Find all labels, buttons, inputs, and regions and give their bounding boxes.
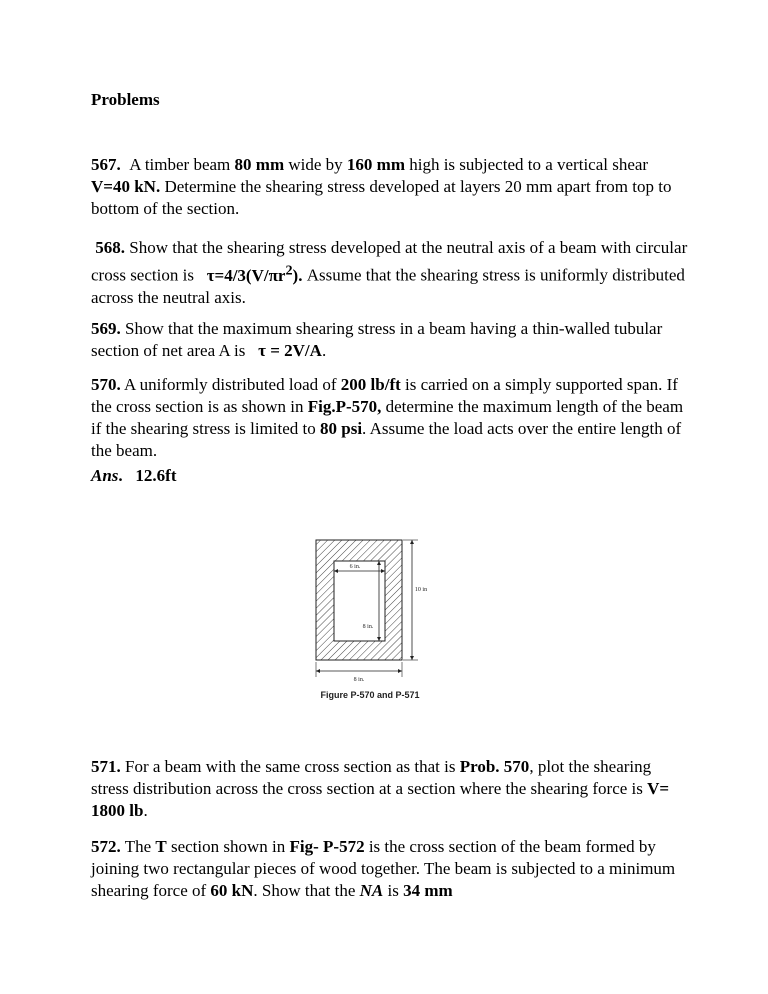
problem-570: 570. A uniformly distributed load of 200 lb/ft is carried on a simply supported span. If the cross section is as shown in Fig.P-570, determine the maximum length of the beam if the shearing stress is limited to 80 psi. Assume the load acts over the entire length of the beam.	[91, 375, 684, 460]
figure-caption: Figure P-570 and P-571	[320, 690, 420, 700]
problem-number: 569.	[91, 319, 121, 338]
problem-572: 572. The T section shown in Fig- P-572 is the cross section of the beam formed by joining two rectangular pieces of wood together. The beam is subjected to a minimum shearing force of 60 kN. Show that the NA is 34 mm	[91, 837, 676, 900]
problem-567: 567. A timber beam 80 mm wide by 160 mm high is subjected to a vertical shear V=40 kN. Determine the shearing stress developed at layers 20 mm apart from top to bottom of the section.	[91, 155, 672, 218]
dim-right-label: 10 in	[414, 587, 428, 593]
problem-number: 567.	[91, 155, 121, 174]
answer-570: Ans. 12.6ft	[91, 466, 177, 485]
problem-number: 571.	[91, 757, 121, 776]
cross-section-figure	[300, 525, 450, 690]
problem-number: 570.	[91, 375, 121, 394]
problem-number: 568.	[95, 238, 125, 257]
problem-569: 569. Show that the maximum shearing stress in a beam having a thin-walled tubular section of net area A is τ = 2V/A.	[91, 319, 663, 360]
dim-top-label: 6 in.	[349, 564, 361, 570]
formula: $\tau=4/3(V/\pi r^2)$.	[206, 262, 303, 285]
problem-number: 572.	[91, 837, 121, 856]
dim-inner-label: 8 in.	[362, 624, 374, 630]
page-heading: Problems	[91, 90, 160, 109]
problem-568: 568. Show that the shearing stress developed at the neutral axis of a beam with circular cross section is $\tau=4/3(V/\pi r^2)$. Assume that the shearing stress is uniformly distributed across the neutral axis.	[91, 238, 688, 307]
inner-hollow	[334, 561, 385, 641]
problem-571: 571. For a beam with the same cross section as that is Prob. 570, plot the shearing stress distribution across the cross section at a section where the shearing force is V= 1800 lb.	[91, 757, 670, 820]
dim-bottom-label: 8 in.	[353, 677, 365, 683]
formula: τ = 2V/A	[258, 341, 322, 360]
